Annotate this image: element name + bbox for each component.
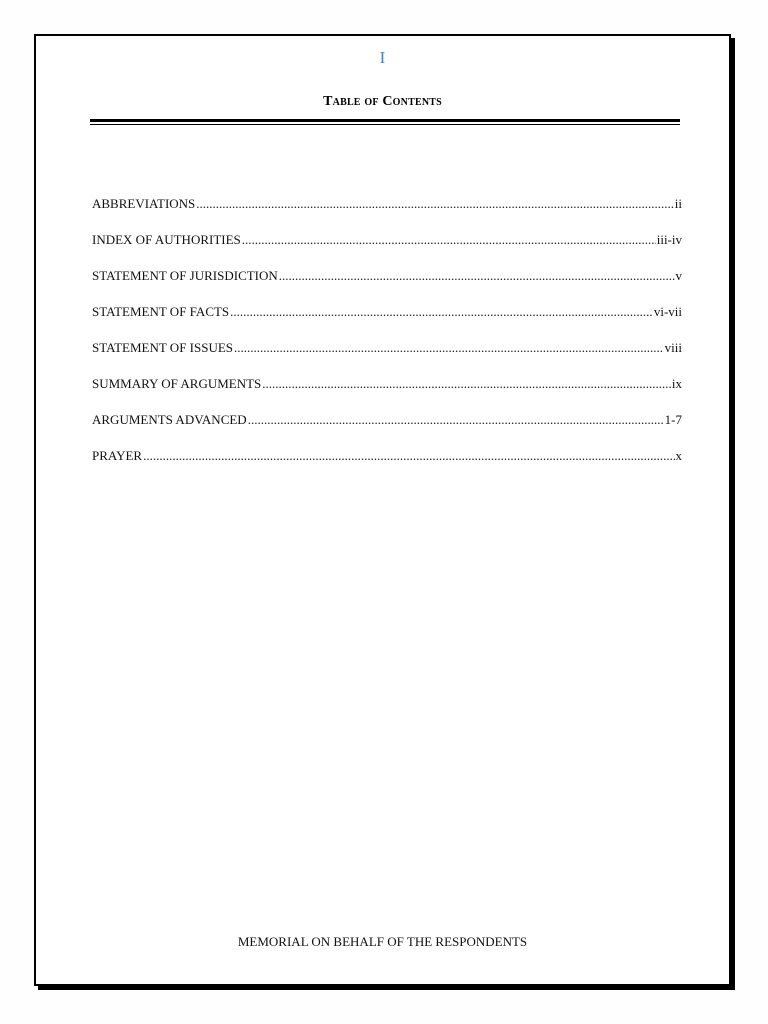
toc-dot-leader <box>279 268 675 284</box>
toc-dot-leader <box>242 232 656 248</box>
toc-entry-label: STATEMENT OF FACTS <box>92 304 230 319</box>
toc-entry-page: ix <box>671 376 682 391</box>
page-title: Table of Contents <box>323 94 442 109</box>
toc-entry-page: 1-7 <box>664 412 682 427</box>
toc-entry-page: v <box>675 268 682 283</box>
toc-dot-leader <box>262 376 671 392</box>
title-rule-thick <box>90 119 680 122</box>
title-rule-thin <box>90 124 680 125</box>
toc-entry-label: STATEMENT OF ISSUES <box>92 340 234 355</box>
toc-entry-summary-of-arguments <box>92 376 682 412</box>
toc-entry-page: iii-iv <box>656 232 682 247</box>
table-of-contents <box>92 196 682 484</box>
toc-entry-statement-of-jurisdiction <box>92 268 682 304</box>
toc-entry-abbreviations <box>92 196 682 232</box>
toc-entry-label: SUMMARY OF ARGUMENTS <box>92 376 262 391</box>
toc-entry-statement-of-issues <box>92 340 682 376</box>
toc-entry-statement-of-facts <box>92 304 682 340</box>
toc-dot-leader <box>234 340 664 356</box>
toc-entry-page: viii <box>664 340 682 355</box>
toc-dot-leader <box>143 448 674 464</box>
toc-entry-label: INDEX OF AUTHORITIES <box>92 232 241 247</box>
toc-entry-prayer <box>92 448 682 484</box>
toc-dot-leader <box>230 304 653 320</box>
toc-entry-page: ii <box>674 196 682 211</box>
page-number: I <box>379 48 386 67</box>
toc-entry-index-of-authorities <box>92 232 682 268</box>
toc-entry-page: x <box>675 448 682 463</box>
toc-entry-arguments-advanced <box>92 412 682 448</box>
toc-entry-label: ABBREVIATIONS <box>92 196 196 211</box>
toc-entry-label: ARGUMENTS ADVANCED <box>92 412 247 427</box>
page-footer: MEMORIAL ON BEHALF OF THE RESPONDENTS <box>237 934 528 949</box>
document-page <box>34 34 731 986</box>
toc-dot-leader <box>196 196 673 212</box>
toc-entry-label: PRAYER <box>92 448 143 463</box>
toc-entry-label: STATEMENT OF JURISDICTION <box>92 268 278 283</box>
toc-entry-page: vi-vii <box>653 304 682 319</box>
toc-dot-leader <box>248 412 664 428</box>
